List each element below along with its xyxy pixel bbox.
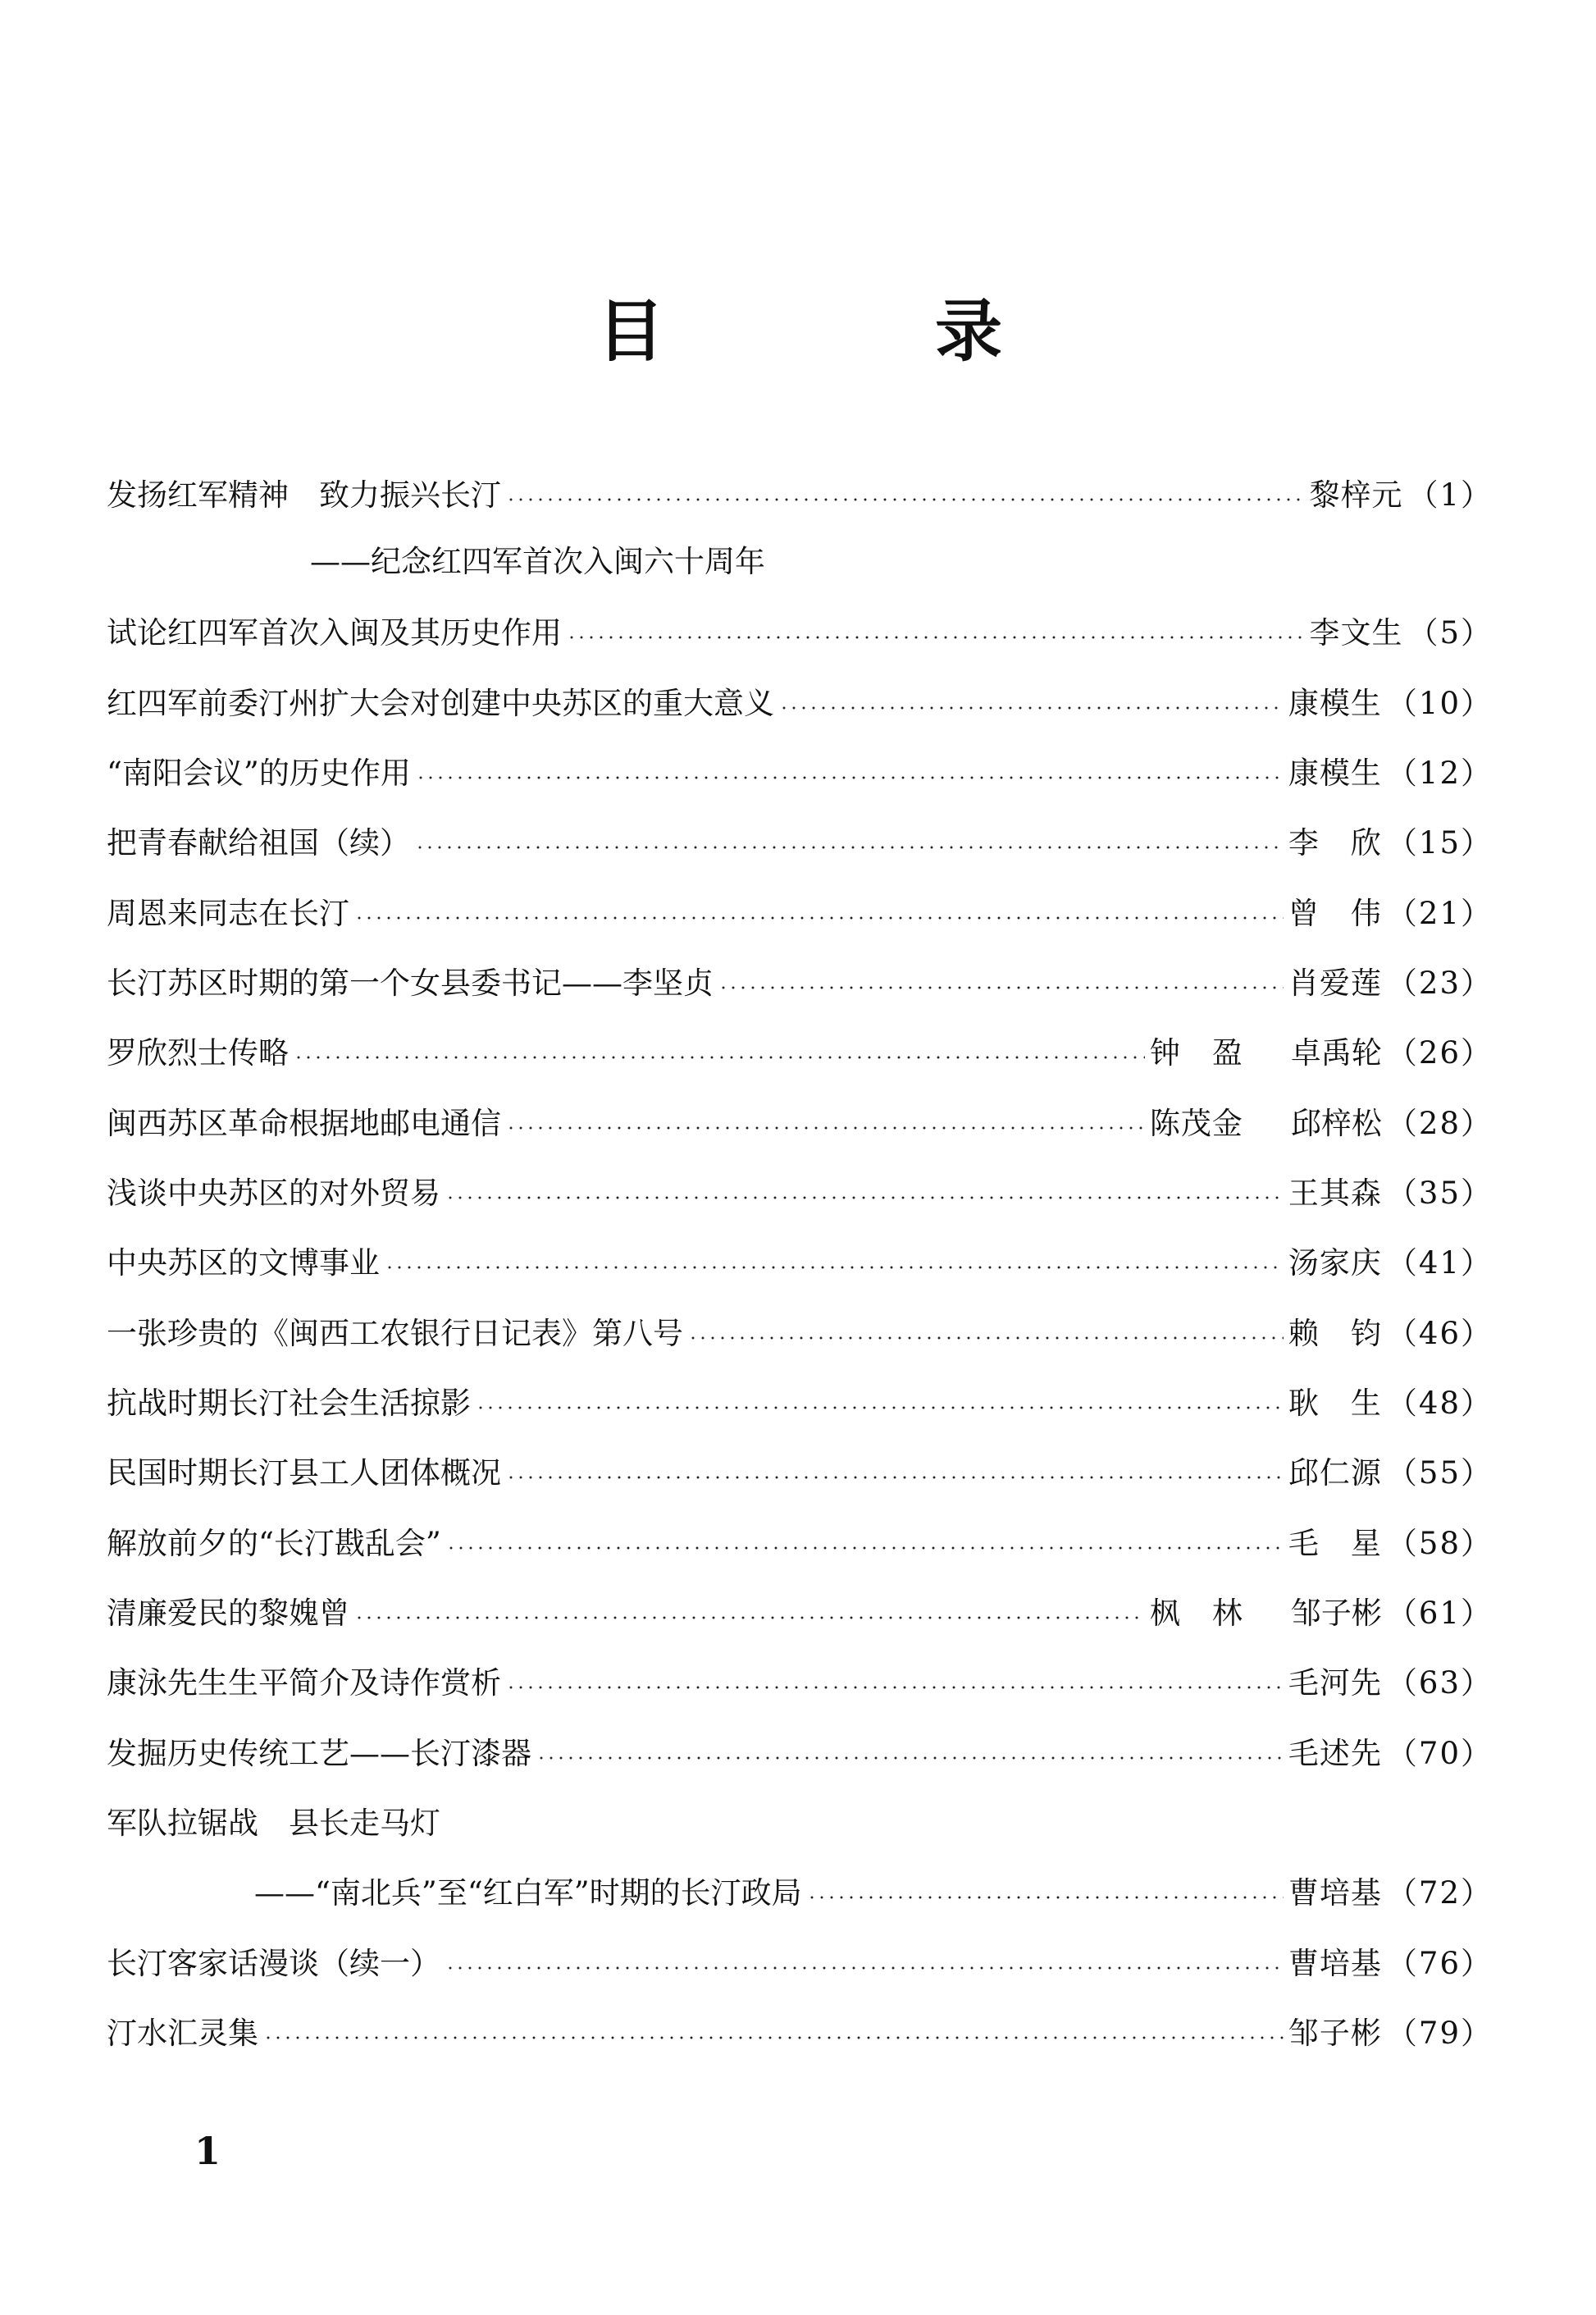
entry-title: 民国时期长汀县工人团体概况: [107, 1455, 501, 1491]
leader-dots: [476, 1406, 1284, 1409]
toc-entry[interactable]: [107, 673, 1493, 728]
leader-dots: [263, 2036, 1284, 2039]
leader-dots: [718, 986, 1284, 989]
toc-entry[interactable]: [107, 465, 1493, 519]
entry-title: 清廉爱民的黎媿曾: [107, 1596, 349, 1631]
leader-dots: [807, 1896, 1284, 1899]
entry-title: 抗战时期长汀社会生活掠影: [107, 1386, 471, 1421]
entry-author: 曹培基: [1288, 1875, 1382, 1911]
toc-entry[interactable]: [107, 1793, 1493, 1847]
toc-entry[interactable]: [107, 1443, 1493, 1497]
toc-entry[interactable]: [107, 1583, 1493, 1637]
leader-dots: [506, 498, 1304, 501]
toc-entry[interactable]: [107, 1373, 1493, 1427]
entry-page: （23）: [1386, 966, 1493, 1001]
entry-author: 康模生: [1288, 756, 1382, 791]
entry-page: （61）: [1386, 1596, 1493, 1631]
entry-page: （10）: [1386, 686, 1493, 721]
entry-author: 邹子彬: [1288, 2016, 1382, 2051]
entry-author: 曾 伟: [1288, 896, 1382, 931]
entry-page: （21）: [1386, 896, 1493, 931]
entry-author: 李文生: [1309, 615, 1403, 651]
entry-author-2: 卓禹轮: [1290, 1035, 1382, 1071]
entry-page: （46）: [1386, 1316, 1493, 1351]
entry-author: 耿 生: [1288, 1386, 1382, 1421]
entry-author: 邱仁源: [1288, 1455, 1382, 1491]
entry-author: 肖爱莲: [1288, 966, 1382, 1001]
entry-title: 长汀客家话漫谈（续一）: [107, 1946, 440, 1981]
entry-page: （41）: [1386, 1245, 1493, 1281]
toc-entry[interactable]: [107, 813, 1493, 867]
entry-author: 汤家庆: [1288, 1245, 1382, 1281]
leader-dots: [294, 1056, 1145, 1059]
entry-title: 红四军前委汀州扩大会对创建中央苏区的重大意义: [107, 686, 774, 721]
entry-author: 钟 盈: [1149, 1035, 1243, 1071]
entry-author: 毛河先: [1288, 1665, 1382, 1701]
leader-dots: [779, 706, 1284, 710]
leader-dots: [567, 636, 1304, 639]
entry-title: 闽西苏区革命根据地邮电通信: [107, 1106, 501, 1141]
entry-title: 军队拉锯战 县长走马灯: [107, 1806, 440, 1841]
entry-author: 王其森: [1288, 1176, 1382, 1211]
entry-author: 曹培基: [1288, 1946, 1382, 1981]
entry-page: （58）: [1386, 1526, 1493, 1561]
entry-author: 毛 星: [1288, 1526, 1382, 1561]
entry-author: 赖 钧: [1288, 1316, 1382, 1351]
leader-dots: [445, 1966, 1284, 1970]
entry-title: 康泳先生生平简介及诗作赏析: [107, 1665, 501, 1701]
entry-page: （63）: [1386, 1665, 1493, 1701]
leader-dots: [536, 1756, 1284, 1760]
entry-page: （79）: [1386, 2016, 1493, 2051]
entry-page: （26）: [1386, 1035, 1493, 1071]
entry-page: （76）: [1386, 1946, 1493, 1981]
title-char-2: 录: [935, 293, 1003, 371]
leader-dots: [506, 1686, 1284, 1689]
entry-title: 把青春献给祖国（续）: [107, 825, 410, 861]
title-char-1: 目: [597, 293, 665, 371]
entry-title: “南阳会议”的历史作用: [107, 756, 411, 791]
toc-entry[interactable]: [107, 1304, 1493, 1358]
toc-entry[interactable]: [107, 743, 1493, 797]
entry-page: （70）: [1386, 1736, 1493, 1771]
toc-entry[interactable]: [107, 1094, 1493, 1148]
entry-title: 试论红四军首次入闽及其历史作用: [107, 615, 562, 651]
entry-author: 黎梓元: [1309, 477, 1403, 513]
entry-page: （28）: [1386, 1106, 1493, 1141]
entry-page: （35）: [1386, 1176, 1493, 1211]
toc-entry[interactable]: [107, 1023, 1493, 1077]
entry-page: （1）: [1407, 477, 1493, 513]
toc-entry[interactable]: [107, 1653, 1493, 1707]
toc-entry[interactable]: [107, 1514, 1493, 1568]
leader-dots: [385, 1266, 1284, 1269]
toc-entry[interactable]: [107, 953, 1493, 1007]
leader-dots: [354, 916, 1284, 920]
leader-dots: [446, 1546, 1284, 1550]
leader-dots: [416, 776, 1284, 779]
entry-title: 发扬红军精神 致力振兴长汀: [107, 477, 501, 513]
leader-dots: [354, 1616, 1145, 1619]
toc-entry[interactable]: [107, 1163, 1493, 1217]
entry-page: （55）: [1386, 1455, 1493, 1491]
entry-subtitle: ——纪念红四军首次入闽六十周年: [310, 544, 765, 579]
leader-dots: [415, 846, 1284, 849]
entry-author-2: 邱梓松: [1290, 1106, 1382, 1141]
entry-page: （72）: [1386, 1875, 1493, 1911]
entry-author: 康模生: [1288, 686, 1382, 721]
toc-entry[interactable]: [107, 884, 1493, 938]
entry-page: （12）: [1386, 756, 1493, 791]
entry-title: 长汀苏区时期的第一个女县委书记——李坚贞: [107, 966, 714, 1001]
entry-author-2: 邹子彬: [1290, 1596, 1382, 1631]
entry-author: 陈茂金: [1149, 1106, 1243, 1141]
toc-entry[interactable]: [107, 1934, 1493, 1988]
toc-entry[interactable]: [107, 2003, 1493, 2057]
entry-title: 解放前夕的“长汀戡乱会”: [107, 1526, 441, 1561]
page-number: 1: [194, 2129, 221, 2173]
entry-subtitle: ——“南北兵”至“红白军”时期的长汀政局: [254, 1875, 802, 1911]
entry-page: （48）: [1386, 1386, 1493, 1421]
entry-author: 毛述先: [1288, 1736, 1382, 1771]
leader-dots: [506, 1476, 1284, 1479]
entry-title: 中央苏区的文博事业: [107, 1245, 380, 1281]
toc-entry[interactable]: [107, 1724, 1493, 1778]
entry-title: 罗欣烈士传略: [107, 1035, 289, 1071]
entry-author: 枫 林: [1149, 1596, 1243, 1631]
entry-title: 发掘历史传统工艺——长汀漆器: [107, 1736, 531, 1771]
entry-author: 李 欣: [1288, 825, 1382, 861]
entry-page: （5）: [1407, 615, 1493, 651]
leader-dots: [506, 1126, 1145, 1130]
entry-title: 周恩来同志在长汀: [107, 896, 349, 931]
entry-page: （15）: [1386, 825, 1493, 861]
entry-title: 浅谈中央苏区的对外贸易: [107, 1176, 440, 1211]
leader-dots: [688, 1336, 1284, 1340]
toc-entry-continuation[interactable]: [254, 1863, 1493, 1917]
leader-dots: [445, 1196, 1284, 1199]
toc-entry[interactable]: [107, 1233, 1493, 1287]
entry-title: 一张珍贵的《闽西工农银行日记表》第八号: [107, 1316, 683, 1351]
toc-entry[interactable]: [107, 603, 1493, 657]
entry-title: 汀水汇灵集: [107, 2016, 258, 2051]
